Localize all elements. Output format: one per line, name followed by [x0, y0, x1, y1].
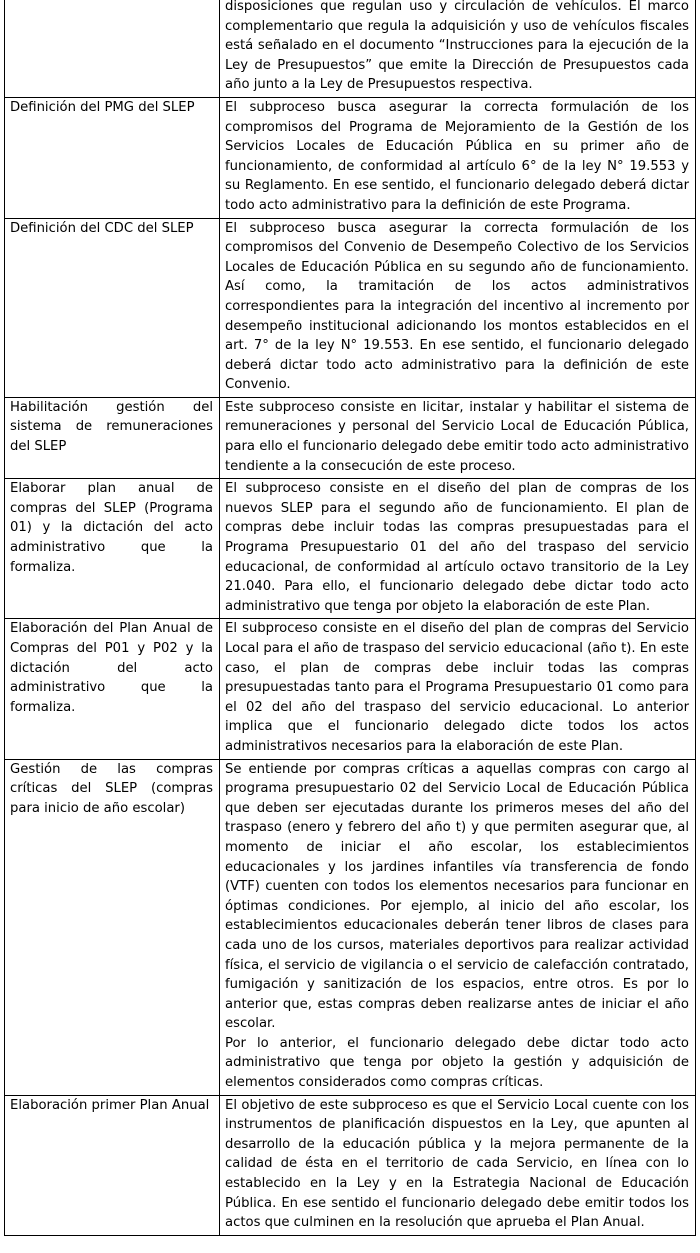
description-paragraph: El subproceso consiste en el diseño del plan de compras del Servicio Local para el año de traspaso del servicio educacional (año t). En este caso, el plan de compras debe incluir todas las compras presupuestadas tanto para el Programa Presupuestario 01 como para el 02 del año del traspaso del servicio educacional. Lo anterior implica que el funcionario delegado dicte todos los actos administrativos necesarios para la elaboración de este Plan.: [225, 621, 689, 754]
subprocess-description-cell: [220, 479, 696, 619]
table-row: [5, 0, 696, 97]
table-row: [5, 218, 696, 397]
description-paragraph: El subproceso busca asegurar la correcta formulación de los compromisos del Convenio de Desempeño Colectivo de los Servicios Locales de Educación Pública en su segundo año de funcionamiento. Así como, la tramitación de los actos administrativos correspondientes para la integración del incentivo al incremento por desempeño institucional adicionando los montos establecidos en el art. 7° de la ley N° 19.553. En ese sentido, el funcionario delegado deberá dictar todo acto administrativo para la definición de este Convenio.: [225, 220, 689, 393]
description-paragraph: disposiciones que regulan uso y circulación de vehículos. El marco complementario que regula la adquisición y uso de vehículos fiscales está señalado en el documento “Instrucciones para la ejecución de la Ley de Presupuestos” que emite la Dirección de Presupuestos cada año junto a la Ley de Presupuestos respectiva.: [225, 0, 689, 93]
description-paragraph: Este subproceso consiste en licitar, instalar y habilitar el sistema de remuneraciones y personal del Servicio Local de Educación Pública, para ello el funcionario delegado debe emitir todo acto administrativo tendiente a la consecución de este proceso.: [225, 399, 689, 474]
table-row: [5, 1095, 696, 1235]
table-row: [5, 479, 696, 619]
subprocess-name-cell: Definición del PMG del SLEP: [5, 97, 220, 218]
subprocess-description-cell: [220, 218, 696, 397]
subprocess-name-cell: Elaboración del Plan Anual de Compras del P01 y P02 y la dictación del acto administrativo que la formaliza.: [5, 619, 220, 759]
table-row: [5, 759, 696, 1095]
table-row: [5, 619, 696, 759]
subprocess-name-cell: [5, 0, 220, 97]
table-body: [5, 0, 696, 1235]
table-row: [5, 397, 696, 478]
subprocess-name-cell: Definición del CDC del SLEP: [5, 218, 220, 397]
subprocess-name-cell: Habilitación gestión del sistema de remuneraciones del SLEP: [5, 397, 220, 478]
description-paragraph: Por lo anterior, el funcionario delegado debe dictar todo acto administrativo que tenga por objeto la gestión y adquisición de elementos considerados como compras críticas.: [225, 1035, 689, 1091]
table-row: [5, 97, 696, 218]
description-paragraph: El objetivo de este subproceso es que el Servicio Local cuente con los instrumentos de planificación dispuestos en la Ley, que apunten al desarrollo de la educación pública y la mejora permanente de la calidad de ésta en el territorio de cada Servicio, en línea con lo establecido en la Ley y en la Estrategia Nacional de Educación Pública. En ese sentido el funcionario delegado debe emitir todos los actos que culminen en la resolución que aprueba el Plan Anual.: [225, 1097, 689, 1231]
description-paragraph: Se entiende por compras críticas a aquellas compras con cargo al programa presupuestario 02 del Servicio Local de Educación Pública que deben ser ejecutadas durante los primeros meses del año del traspaso (enero y febrero del año t) y que permiten asegurar que, al momento de iniciar el año escolar, los establecimientos educacionales y los jardines infantiles vía transferencia de fondo (VTF) cuenten con todos los elementos necesarios para funcionar en óptimas condiciones. Por ejemplo, al inicio del año escolar, los establecimientos educacionales deberán tener libros de clases para cada uno de los cursos, materiales deportivos para realizar actividad física, el servicio de vigilancia o el servicio de calefacción contratado, fumigación y sanitización de los espacios, entre otros. Es por lo anterior que, estas compras deben realizarse antes de iniciar el año escolar.: [225, 761, 689, 1032]
subprocess-description-cell: [220, 0, 696, 97]
subprocess-name-cell: Elaborar plan anual de compras del SLEP (Programa 01) y la dictación del acto administrativo que la formaliza.: [5, 479, 220, 619]
subprocess-description-cell: [220, 397, 696, 478]
subprocess-description-cell: [220, 1095, 696, 1235]
description-paragraph: El subproceso consiste en el diseño del plan de compras de los nuevos SLEP para el segundo año de funcionamiento. El plan de compras debe incluir todas las compras presupuestadas para el Programa Presupuestario 01 del año del traspaso del servicio educacional, de conformidad al artículo octavo transitorio de la Ley 21.040. Para ello, el funcionario delegado debe dictar todo acto administrativo que tenga por objeto la elaboración de este Plan.: [225, 481, 689, 614]
subprocess-table: [4, 0, 696, 1236]
subprocess-name-cell: Elaboración primer Plan Anual: [5, 1095, 220, 1235]
subprocess-name-cell: Gestión de las compras críticas del SLEP (compras para inicio de año escolar): [5, 759, 220, 1095]
subprocess-description-cell: [220, 97, 696, 218]
subprocess-description-cell: [220, 759, 696, 1095]
description-paragraph: El subproceso busca asegurar la correcta formulación de los compromisos del Programa de Mejoramiento de la Gestión de los Servicios Locales de Educación Pública en su primer año de funcionamiento, de conformidad al artículo 6° de la ley N° 19.553 y su Reglamento. En ese sentido, el funcionario delegado deberá dictar todo acto administrativo para la definición de este Programa.: [225, 99, 689, 213]
subprocess-description-cell: [220, 619, 696, 759]
